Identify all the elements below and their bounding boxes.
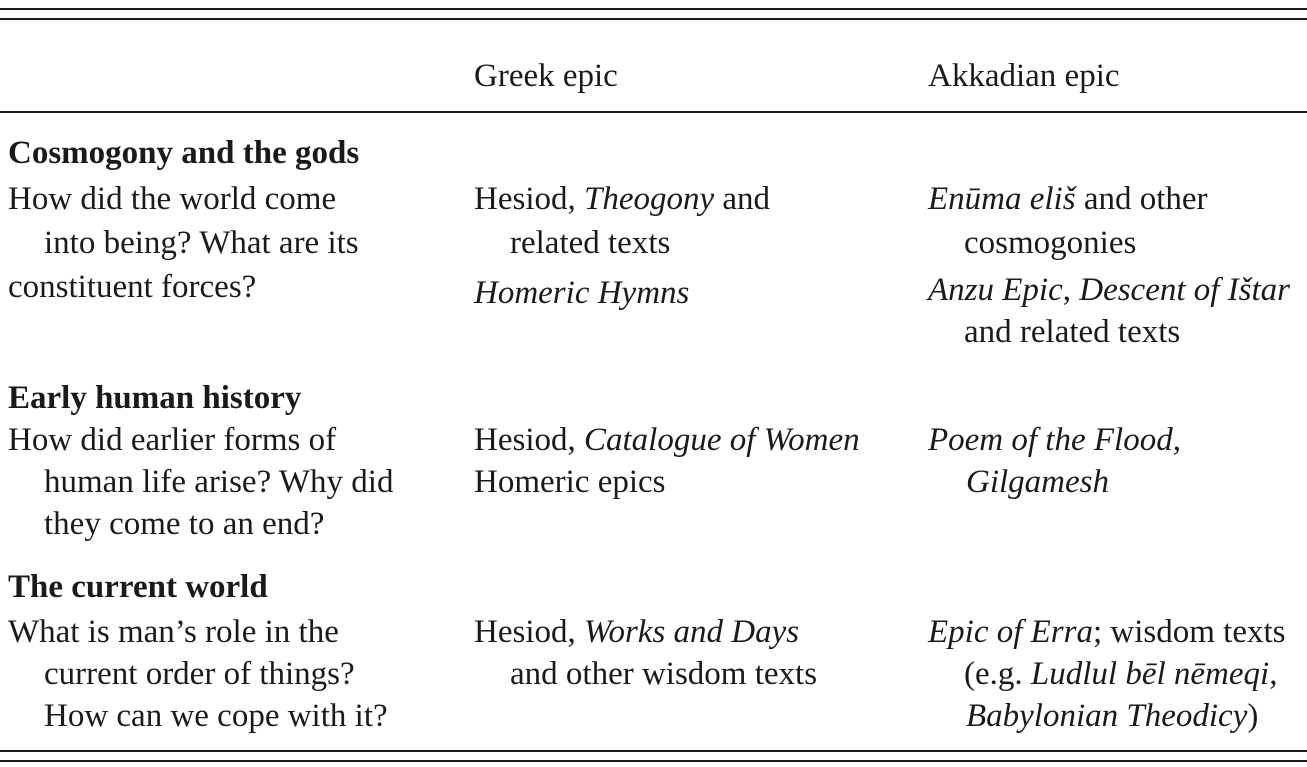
greek-line: and other wisdom texts xyxy=(510,656,818,692)
question-line: How did the world come xyxy=(8,181,337,217)
work-title: Homeric Hymns xyxy=(474,275,690,311)
section-heading-cosmogony: Cosmogony and the gods xyxy=(8,135,360,171)
top-rule-inner xyxy=(0,18,1307,20)
work-title: Epic of Erra xyxy=(928,614,1093,650)
text-run: ; wisdom texts xyxy=(1092,614,1286,650)
bottom-rule-inner xyxy=(0,750,1307,752)
question-line: they come to an end? xyxy=(44,506,325,542)
work-title: Enūma eliš xyxy=(928,181,1076,217)
greek-line xyxy=(474,177,770,221)
header-akkadian-epic: Akkadian epic xyxy=(928,58,1120,94)
header-greek-epic: Greek epic xyxy=(474,58,618,94)
work-title: Catalogue of Women xyxy=(584,422,860,458)
question-line: into being? What are its xyxy=(44,225,359,261)
akkadian-line xyxy=(928,694,1258,738)
akkadian-line xyxy=(928,610,1286,654)
bottom-rule-outer xyxy=(0,760,1307,762)
akkadian-line: cosmogonies xyxy=(964,225,1137,261)
text-run: Hesiod, xyxy=(474,181,584,217)
top-rule-outer xyxy=(0,8,1307,10)
work-title: Poem of the Flood, xyxy=(928,422,1181,458)
header-rule xyxy=(0,111,1307,113)
text-run: , xyxy=(1062,272,1080,308)
text-run: , xyxy=(1269,656,1278,692)
text-run: ) xyxy=(1247,698,1259,734)
work-title: Works and Days xyxy=(584,614,800,650)
question-line: current order of things? xyxy=(44,656,355,692)
work-title: Theogony xyxy=(584,181,715,217)
greek-line: related texts xyxy=(510,225,671,261)
text-run: Hesiod, xyxy=(474,422,584,458)
greek-line: Homeric epics xyxy=(474,464,666,500)
work-title: Anzu Epic xyxy=(928,272,1063,308)
greek-line xyxy=(474,418,860,462)
work-title: Gilgamesh xyxy=(966,464,1109,500)
work-title: Ludlul bēl nēmeqi xyxy=(1030,656,1270,692)
text-run: and other xyxy=(1075,181,1208,217)
question-line: human life arise? Why did xyxy=(44,464,394,500)
work-title: Babylonian Theodicy xyxy=(966,698,1248,734)
akkadian-line: and related texts xyxy=(964,314,1181,350)
work-title: Descent of Ištar xyxy=(1079,272,1291,308)
question-line: constituent forces? xyxy=(8,269,257,305)
akkadian-line xyxy=(928,177,1208,221)
text-run: and xyxy=(714,181,771,217)
section-heading-current-world: The current world xyxy=(8,569,268,605)
question-line: How can we cope with it? xyxy=(44,698,388,734)
akkadian-line xyxy=(928,652,1277,696)
akkadian-line xyxy=(928,268,1290,312)
question-line: What is man’s role in the xyxy=(8,614,339,650)
question-line: How did earlier forms of xyxy=(8,422,337,458)
text-run: (e.g. xyxy=(964,656,1031,692)
section-heading-early-history: Early human history xyxy=(8,380,302,416)
text-run: Hesiod, xyxy=(474,614,584,650)
greek-line xyxy=(474,610,799,654)
